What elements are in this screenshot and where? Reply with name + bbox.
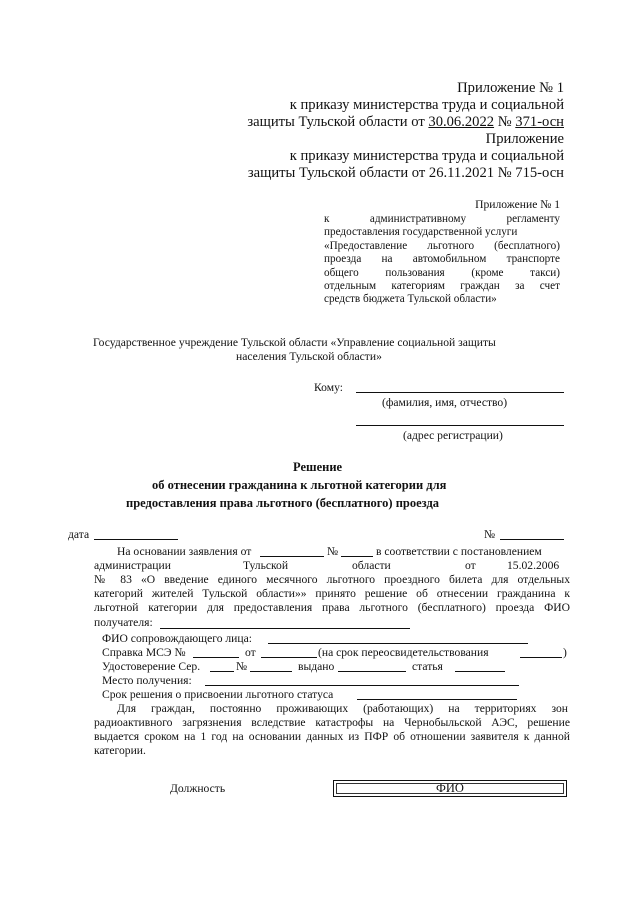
companion-fio-line: [268, 643, 528, 644]
decision-title: Решение: [293, 460, 343, 474]
sign-position: Должность: [170, 782, 226, 795]
order-1-number: 371-осн: [515, 114, 564, 130]
mse-close-paren: ): [563, 646, 567, 659]
p1-line-2b: Тульской: [243, 559, 289, 572]
term-label: Срок решения о присвоении льготного статуса: [102, 688, 334, 701]
companion-fio-label: ФИО сопровождающего лица:: [102, 632, 252, 645]
p1-line-2d: от: [465, 559, 476, 572]
p2-rest: радиоактивного загрязнения вследствие катастрофы на Чернобыльской АЭС, решение выдается сроком на 1 год на основании данных из ПФР об отношении заявителя к данной категории.: [94, 716, 570, 758]
to-address-hint: (адрес регистрации): [403, 429, 503, 442]
id-series-label: Удостоверение Сер.: [102, 660, 201, 673]
recipient-fio-line: [160, 628, 410, 629]
id-number-line: [250, 671, 292, 672]
p1-line-1c: в соответствии с постановлением: [376, 545, 542, 558]
decision-subtitle-1: об отнесении гражданина к льготной категории для: [152, 478, 447, 492]
header-appendix-1: Приложение № 1: [457, 80, 564, 96]
p2-line-1: Для граждан, постоянно проживающих (работающих) на территориях зон: [117, 702, 568, 715]
app-title: Приложение № 1: [475, 198, 560, 211]
mse-from-label: от: [245, 646, 256, 659]
application-date-line: [260, 556, 324, 557]
mse-label: Справка МСЭ №: [102, 646, 186, 659]
to-label: Кому:: [314, 381, 343, 394]
number-line: [500, 539, 564, 540]
id-article-label: статья: [412, 660, 443, 673]
mse-reexam-line: [520, 657, 562, 658]
application-number-line: [341, 556, 373, 557]
mse-number-line: [193, 657, 239, 658]
date-label: дата: [68, 528, 90, 541]
id-number-label: №: [236, 660, 248, 673]
header-appendix-2: Приложение: [485, 131, 564, 147]
p1-line-2a: администрации: [94, 559, 171, 572]
place-line: [205, 685, 519, 686]
mse-reexam-label: (на срок переосвидетельствования: [318, 646, 489, 659]
mse-date-line: [261, 657, 317, 658]
place-label: Место получения:: [102, 674, 192, 687]
sign-fio-box: [333, 780, 567, 797]
header-order-2-line: к приказу министерства труда и социальной: [289, 148, 564, 164]
to-fio-hint: (фамилия, имя, отчество): [382, 396, 508, 409]
p1-line-2e: 15.02.2006: [507, 559, 560, 572]
to-fio-line: [356, 392, 564, 393]
id-article-line: [455, 671, 505, 672]
app-regulation-text: к административному регламенту предоставления государственной услуги «Предоставление льготного (бесплатного) проезда на автомобильном транспорте общего пользования (кроме такси) отдельным категориям граждан за счет средств бюджета Тульской области»: [324, 213, 560, 306]
p1-line-1b: №: [327, 545, 339, 558]
sign-fio: ФИО: [436, 781, 464, 795]
p1-rest: № 83 «О введение единого месячного льготного проездного билета для отдельных категорий жителей Тульской области»» принято решение об отнесении гражданина к льготной категории для предоставления права льготного (бесплатного) проезда ФИО получателя:: [94, 573, 570, 629]
to-address-line: [356, 425, 564, 426]
p1-line-1a: На основании заявления от: [117, 545, 252, 558]
date-line: [94, 539, 178, 540]
p1-line-2c: области: [352, 559, 391, 572]
header-order-2-date: защиты Тульской области от 26.11.2021 № 715-осн: [247, 165, 564, 181]
order-1-date: 30.06.2022: [428, 114, 495, 130]
id-issued-label: выдано: [298, 660, 335, 673]
term-line: [357, 699, 517, 700]
number-label: №: [484, 528, 496, 541]
id-series-line: [210, 671, 234, 672]
id-issued-line: [338, 671, 406, 672]
header-order-1-date: защиты Тульской области от 30.06.2022 № 371-осн: [247, 114, 564, 130]
org-line-2: населения Тульской области»: [236, 350, 382, 363]
decision-subtitle-2: предоставления права льготного (бесплатного) проезда: [126, 496, 440, 510]
header-order-1-line: к приказу министерства труда и социальной: [289, 97, 564, 113]
org-line-1: Государственное учреждение Тульской области «Управление социальной защиты: [93, 336, 496, 349]
